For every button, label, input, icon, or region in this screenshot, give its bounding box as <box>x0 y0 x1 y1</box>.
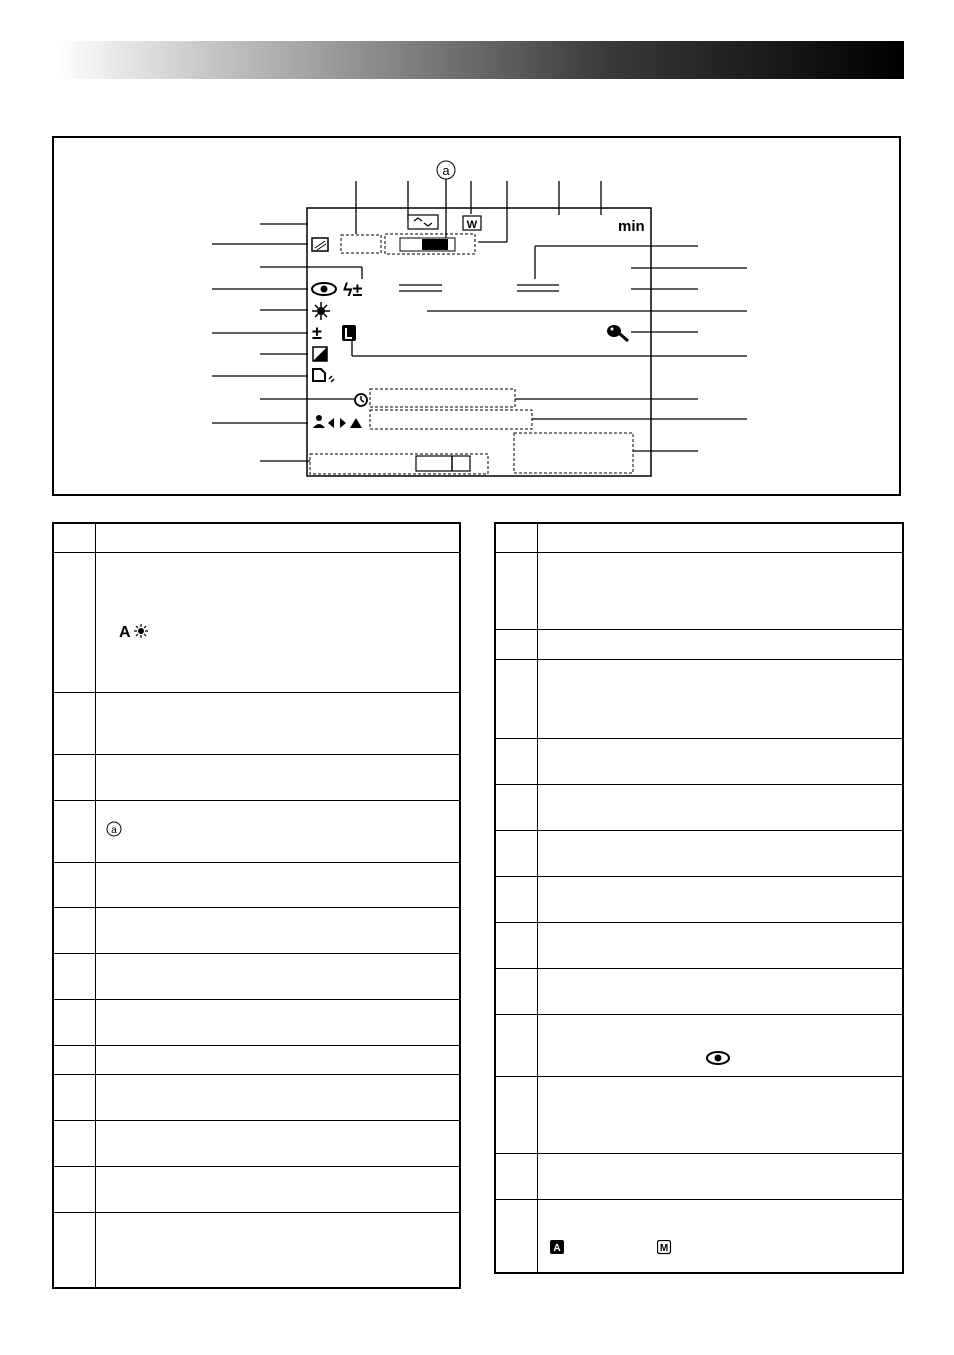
svg-text:W: W <box>466 219 478 231</box>
auto-a-icon <box>550 1240 566 1256</box>
flash-eye-icon <box>312 283 336 295</box>
lcd-screen <box>307 208 651 476</box>
eye-icon <box>704 1049 734 1067</box>
manual-m-icon <box>657 1240 673 1256</box>
section-header-bar <box>56 41 904 79</box>
wide-mode-icon <box>408 215 438 229</box>
backlight-icon <box>312 238 328 251</box>
left-reference-table <box>52 522 461 1289</box>
callout-a-icon <box>106 821 126 841</box>
lcd-diagram <box>54 138 903 498</box>
lamp-l-icon <box>342 325 356 341</box>
iris-icon <box>313 347 327 361</box>
self-timer-icon <box>355 394 367 406</box>
svg-text:a: a <box>110 824 117 836</box>
min-label: min <box>618 218 645 235</box>
svg-text:A: A <box>118 623 131 641</box>
auto-brightness-icon <box>119 621 159 641</box>
lcd-indications-figure <box>52 136 901 496</box>
flash-plusminus-icon: ϟ± <box>343 280 363 300</box>
svg-text:M: M <box>659 1242 668 1254</box>
right-reference-table <box>494 522 904 1274</box>
exposure-plusminus-icon: ± <box>312 323 322 343</box>
svg-text:A: A <box>552 1242 561 1254</box>
callout-a-label: a <box>442 163 450 178</box>
